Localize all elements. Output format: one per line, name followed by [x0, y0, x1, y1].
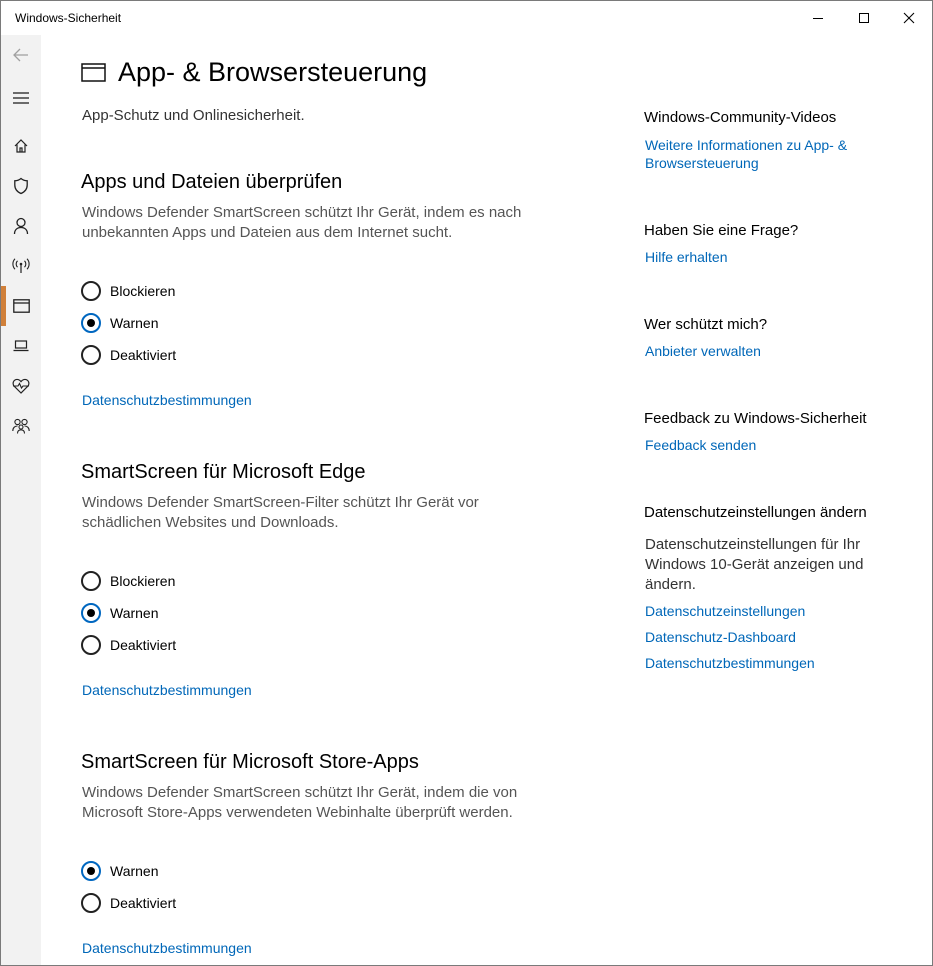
radio-button-selected[interactable] [81, 603, 101, 623]
radio-label: Warnen [110, 605, 159, 621]
privacy-statement-link[interactable]: Datenschutzbestimmungen [82, 392, 252, 408]
radio-button[interactable] [81, 571, 101, 591]
radio-button[interactable] [81, 635, 101, 655]
radio-apps-warnen[interactable] [81, 311, 159, 335]
privacy-settings-text: Datenschutzeinstellungen für Ihr Windows 10-Gerät anzeigen und ändern. [645, 536, 864, 593]
privacy-settings-link[interactable]: Datenschutzeinstellungen [645, 603, 806, 619]
radio-label: Blockieren [110, 283, 176, 299]
send-feedback-link[interactable]: Feedback senden [645, 437, 757, 453]
close-button[interactable] [886, 1, 932, 35]
main-content [42, 35, 932, 965]
laptop-icon [13, 340, 29, 352]
radio-edge-deaktiviert[interactable] [81, 633, 176, 657]
radio-edge-blockieren[interactable] [81, 569, 175, 593]
radio-label: Blockieren [110, 573, 176, 589]
radio-apps-deaktiviert[interactable] [81, 343, 176, 367]
window-title: Windows-Sicherheit [15, 11, 122, 25]
minimize-button[interactable] [795, 1, 841, 35]
nav-home[interactable] [1, 126, 41, 166]
family-icon [12, 418, 30, 434]
navigation-rail [1, 35, 41, 965]
browser-window-icon [81, 63, 106, 82]
minimize-icon [812, 12, 824, 24]
heart-pulse-icon [12, 378, 30, 394]
section-title-store-apps: SmartScreen für Microsoft Store-Apps [81, 751, 419, 773]
page-title: App- & Browsersteuerung [118, 57, 428, 87]
radio-button[interactable] [81, 893, 101, 913]
menu-button[interactable] [1, 78, 41, 118]
title-bar [1, 1, 932, 35]
more-info-link[interactable]: Weitere Informationen zu App- & Browsersteuerung [645, 137, 848, 171]
close-icon [903, 12, 915, 24]
nav-device-health[interactable] [1, 366, 41, 406]
section-description: Windows Defender SmartScreen schützt Ihr Gerät, indem die von Microsoft Store-Apps verwendeten Webinhalte überprüft werden. [82, 784, 518, 821]
nav-device-security[interactable] [1, 326, 41, 366]
radio-label: Deaktiviert [110, 895, 177, 911]
privacy-statement-link[interactable]: Datenschutzbestimmungen [82, 682, 252, 698]
radio-button[interactable] [81, 345, 101, 365]
active-indicator [1, 286, 6, 326]
page-subtitle: App-Schutz und Onlinesicherheit. [82, 107, 305, 124]
question-heading: Haben Sie eine Frage? [644, 222, 799, 239]
privacy-dashboard-link[interactable]: Datenschutz-Dashboard [645, 629, 796, 645]
protector-heading: Wer schützt mich? [644, 316, 768, 333]
radio-apps-blockieren[interactable] [81, 279, 175, 303]
section-title-edge: SmartScreen für Microsoft Edge [81, 461, 366, 483]
back-arrow-icon [12, 46, 30, 64]
radio-label: Warnen [110, 863, 159, 879]
radio-store-deaktiviert[interactable] [81, 891, 176, 915]
section-description: Windows Defender SmartScreen schützt Ihr Gerät, indem es nach unbekannten Apps und Dateien aus dem Internet sucht. [82, 204, 522, 241]
nav-virus-protection[interactable] [1, 166, 41, 206]
radio-label: Warnen [110, 315, 159, 331]
person-icon [13, 217, 29, 235]
radio-button[interactable] [81, 281, 101, 301]
radio-store-warnen[interactable] [81, 859, 159, 883]
maximize-icon [858, 12, 870, 24]
nav-app-browser-control[interactable] [1, 286, 41, 326]
privacy-settings-heading: Datenschutzeinstellungen ändern [644, 504, 867, 521]
radio-button-selected[interactable] [81, 861, 101, 881]
privacy-statement-sidebar-link[interactable]: Datenschutzbestimmungen [645, 655, 815, 671]
antenna-icon [12, 258, 30, 274]
home-icon [13, 138, 29, 154]
community-videos-heading: Windows-Community-Videos [644, 109, 837, 126]
radio-label: Deaktiviert [110, 347, 177, 363]
nav-family-options[interactable] [1, 406, 41, 446]
nav-firewall[interactable] [1, 246, 41, 286]
shield-icon [13, 177, 29, 195]
maximize-button[interactable] [841, 1, 887, 35]
get-help-link[interactable]: Hilfe erhalten [645, 249, 728, 265]
radio-edge-warnen[interactable] [81, 601, 159, 625]
radio-button-selected[interactable] [81, 313, 101, 333]
section-description: Windows Defender SmartScreen-Filter schützt Ihr Gerät vor schädlichen Websites und Downloads. [82, 494, 479, 531]
feedback-heading: Feedback zu Windows-Sicherheit [644, 410, 867, 427]
section-title-apps-files: Apps und Dateien überprüfen [81, 171, 343, 193]
manage-providers-link[interactable]: Anbieter verwalten [645, 343, 761, 359]
browser-window-icon [13, 299, 30, 313]
hamburger-icon [13, 91, 29, 105]
privacy-statement-link[interactable]: Datenschutzbestimmungen [82, 940, 252, 956]
nav-account-protection[interactable] [1, 206, 41, 246]
back-button[interactable] [1, 35, 41, 75]
radio-label: Deaktiviert [110, 637, 177, 653]
